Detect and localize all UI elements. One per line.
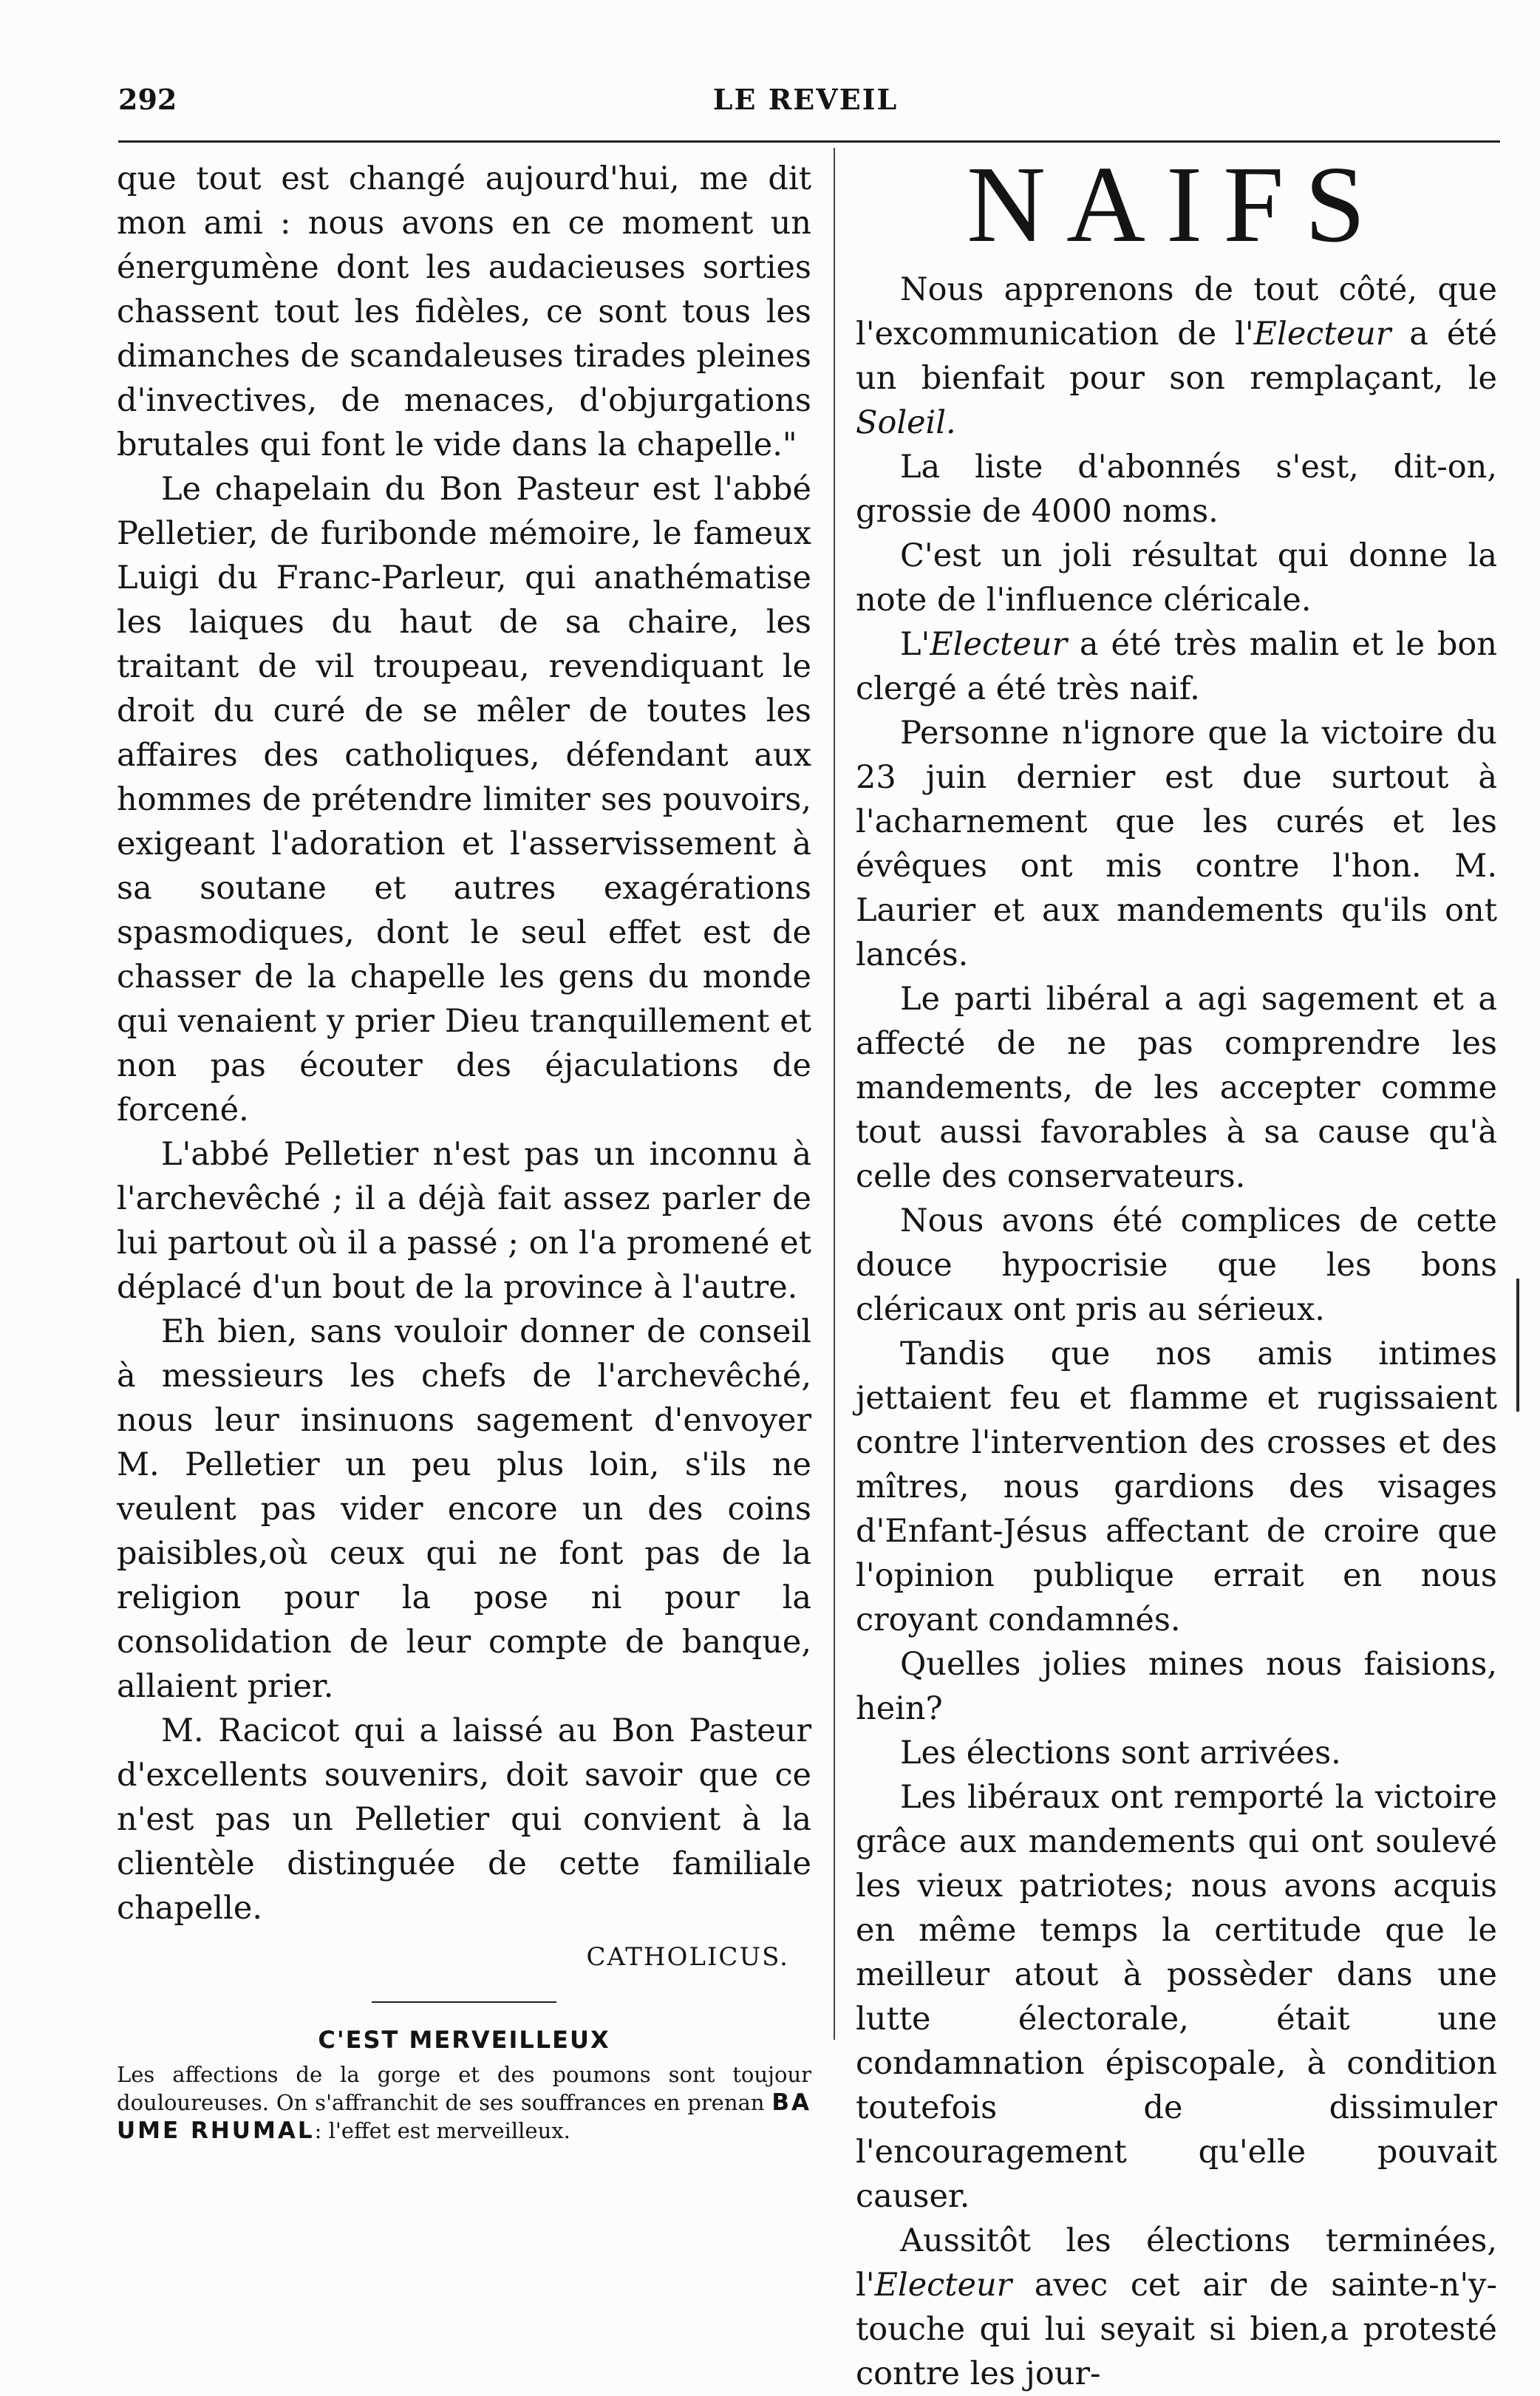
scan-artifact xyxy=(1516,1279,1519,1412)
article-title: NAIFS xyxy=(967,144,1386,265)
newspaper-name: Electeur xyxy=(874,2267,1012,2304)
right-paragraph-5: Personne n'ignore que la victoire du 23 juin dernier est due surtout à l'acharnement que les curés et les évêques ont mis contre l'hon. M. Laurier et aux mandements qu'ils ont lancés. xyxy=(856,715,1497,973)
page-number: 292 xyxy=(118,83,177,116)
advert-tail: : l'effet est merveilleux. xyxy=(314,2118,570,2143)
column-divider xyxy=(834,148,835,2040)
newspaper-name: Electeur xyxy=(930,626,1068,663)
newspaper-name: Electeur xyxy=(1253,316,1391,353)
right-paragraph-1 xyxy=(856,268,1497,445)
newspaper-name: Soleil. xyxy=(856,404,956,441)
advert-body xyxy=(117,2060,811,2145)
left-paragraph-2: Le chapelain du Bon Pasteur est l'abbé Pelletier, de furibonde mémoire, le fameux Luigi du Franc-Parleur, qui anathématise les laiques du haut de sa chaire, les traitant de vil troupeau, revendiquant le droit du curé de se mêler de toutes les affaires des catholiques, défendant aux hommes de prétendre limiter ses pouvoirs, exigeant l'adoration et l'asservissement à sa soutane et autres exagérations spasmodiques, dont le seul effet est de chasser de la chapelle les gens du monde qui venaient y prier Dieu tranquillement et non pas écouter des éjaculations de forcené. xyxy=(117,471,811,1129)
advert-title: C'EST MERVEILLEUX xyxy=(318,2026,610,2054)
text-run: L' xyxy=(900,626,930,663)
right-paragraph-9: Quelles jolies mines nous faisions, hein? xyxy=(856,1646,1497,1727)
left-paragraph-3: L'abbé Pelletier n'est pas un inconnu à l'archevêché ; il a déjà fait assez parler de lui partout où il a passé ; on l'a promené et déplacé d'un bout de la province à l'autre. xyxy=(117,1136,811,1306)
advertisement xyxy=(117,2024,811,2145)
text-run: Nous apprenons de tout côté, que l'excommunication de l' xyxy=(856,271,1497,353)
right-paragraph-11: Les libéraux ont remporté la victoire grâce aux mandements qui ont soulevé les vieux patriotes; nous avons acquis en même temps la certitude que le meilleur atout à possèder dans une lutte électorale, était une condamnation épiscopale, à condition toutefois de dissimuler l'encouragement qu'elle pouvait causer. xyxy=(856,1779,1497,2215)
section-rule xyxy=(372,2001,556,2003)
right-paragraph-4 xyxy=(856,622,1497,711)
text-run: avec cet air de sainte-n'y-touche qui lui seyait si bien,a protesté contre les jour- xyxy=(856,2267,1497,2392)
left-paragraph-5: M. Racicot qui a laissé au Bon Pasteur d'excellents souvenirs, doit savoir que ce n'est pas un Pelletier qui convient à la clientèle distinguée de cette familiale chapelle. xyxy=(117,1712,811,1927)
right-paragraph-10: Les élections sont arrivées. xyxy=(900,1735,1341,1772)
right-paragraph-6: Le parti libéral a agi sagement et a affecté de ne pas comprendre les mandements, de les accepter comme tout aussi favorables à sa cause qu'à celle des conservateurs. xyxy=(856,981,1497,1195)
signature: CATHOLICUS. xyxy=(586,1942,789,1972)
right-paragraph-2: La liste d'abonnés s'est, dit-on, grossie de 4000 noms. xyxy=(856,449,1497,530)
right-paragraph-8: Tandis que nos amis intimes jettaient feu et flamme et rugissaient contre l'intervention des crosses et des mîtres, nous gardions des visages d'Enfant-Jésus affectant de croire que l'opinion publique errait en nous croyant condamnés. xyxy=(856,1335,1497,1638)
text-run: a été un bienfait pour son remplaçant, le xyxy=(856,316,1497,397)
left-paragraph-4: Eh bien, sans vouloir donner de conseil à messieurs les chefs de l'archevêché, nous leur insinuons sagement d'envoyer M. Pelletier un peu plus loin, s'ils ne veulent pas vider encore un des coins paisibles,où ceux qui ne font pas de la religion pour la pose ni pour la consolidation de leur compte de banque, allaient prier. xyxy=(117,1313,811,1705)
text-run: Aussitôt les élections terminées, l' xyxy=(856,2222,1497,2304)
left-column xyxy=(117,157,811,2145)
running-title: LE REVEIL xyxy=(712,83,899,116)
page-header xyxy=(118,83,1493,127)
text-run: a été très malin et le bon clergé a été très naif. xyxy=(856,626,1497,707)
right-paragraph-12 xyxy=(856,2219,1497,2396)
header-rule xyxy=(118,140,1500,143)
advert-brand: BA UME RHUMAL xyxy=(117,2089,812,2144)
right-column xyxy=(856,144,1497,2396)
right-paragraph-3: C'est un joli résultat qui donne la note de l'influence cléricale. xyxy=(856,537,1497,619)
advert-text: Les affections de la gorge et des poumons sont toujour douloureuses. On s'affranchit de ses souffrances en prenan xyxy=(117,2062,811,2115)
left-paragraph-1: que tout est changé aujourd'hui, me dit mon ami : nous avons en ce moment un énergumène dont les audacieuses sorties chassent tout les fidèles, ce sont tous les dimanches de scandaleuses tirades pleines d'invectives, de menaces, d'objurgations brutales qui font le vide dans la chapelle." xyxy=(117,160,811,463)
right-paragraph-7: Nous avons été complices de cette douce hypocrisie que les bons cléricaux ont pris au sérieux. xyxy=(856,1202,1497,1328)
